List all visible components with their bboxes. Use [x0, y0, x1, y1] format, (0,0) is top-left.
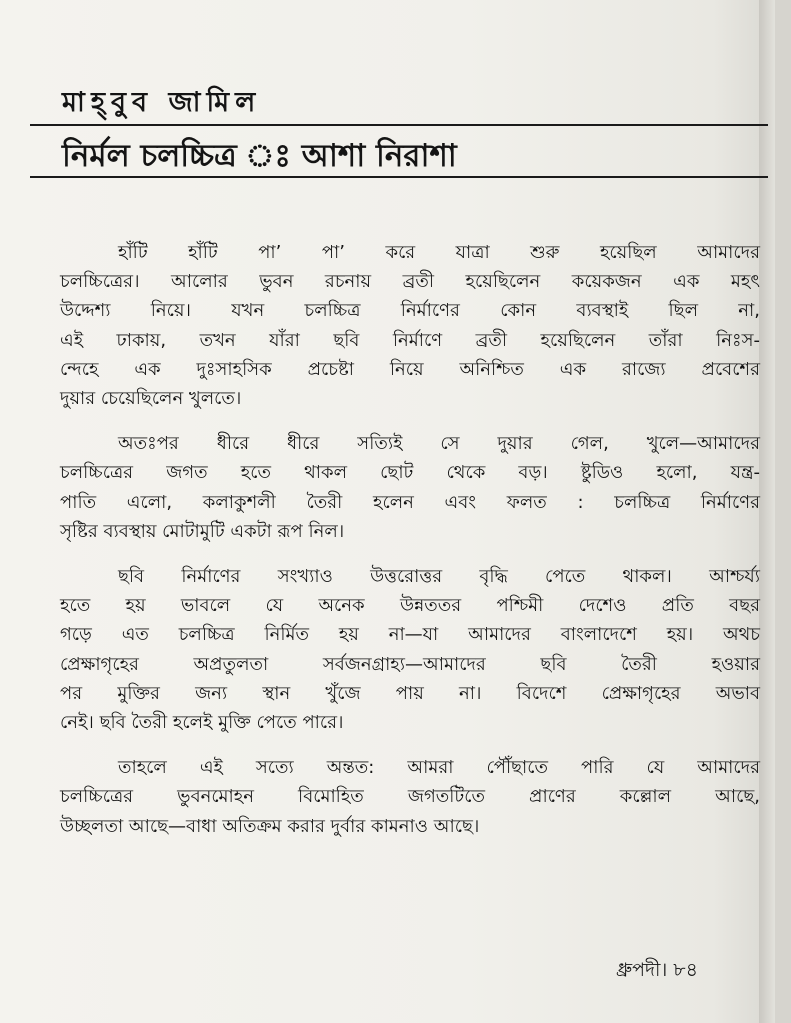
header-rule-bottom — [30, 176, 768, 178]
paragraph — [60, 238, 760, 413]
text-line: অতঃপর ধীরে ধীরে সত্যিই সে দুয়ার গেল, খুলে—আমাদের — [118, 433, 760, 455]
text-line: প্রেক্ষাগৃহের অপ্রতুলতা সর্বজনগ্রাহ্য—আমাদের ছবি তৈরী হওয়ার — [60, 653, 760, 675]
text-line: ন্দেহে এক দুঃসাহসিক প্রচেষ্টা নিয়ে অনিশ্চিত এক রাজ্যে প্রবেশের — [60, 358, 760, 380]
text-line: হাঁটি হাঁটি পা’ পা’ করে যাত্রা শুরু হয়েছিল আমাদের — [118, 242, 760, 263]
author-name: মাহ্‌বুব জামিল — [62, 87, 262, 118]
text-line: তাহলে এই সত্যে অন্তত: আমরা পৌঁছাতে পারি যে আমাদের — [118, 757, 760, 779]
article-title: নির্মল চলচ্চিত্র ঃ আশা নিরাশা — [62, 138, 457, 174]
text-line: চলচ্চিত্রের ভুবনমোহন বিমোহিত জগতটিতে প্রাণের কল্লোল আছে, — [60, 786, 760, 808]
text-line: চলচ্চিত্রের। আলোর ভুবন রচনায় ব্রতী হয়েছিলেন কয়েকজন এক মহৎ — [60, 271, 760, 293]
text-line: উদ্দেশ্য নিয়ে। যখন চলচ্চিত্র নির্মাণের কোন ব্যবস্থাই ছিল না, — [60, 300, 760, 322]
text-line: ছবি নির্মাণের সংখ্যাও উত্তরোত্তর বৃদ্ধি পেতে থাকল। আশ্চর্য্য — [118, 566, 760, 588]
paragraph — [60, 753, 760, 841]
text-line: হতে হয় ভাবলে যে অনেক উন্নততর পশ্চিমী দেশেও প্রতি বছর — [60, 595, 760, 617]
text-line: উচ্ছলতা আছে—বাধা অতিক্রম করার দুর্বার কামনাও আছে। — [60, 815, 480, 837]
text-line: পাতি এলো, কলাকুশলী তৈরী হলেন এবং ফলত : চলচ্চিত্র নির্মাণের — [60, 491, 760, 513]
text-line: দুয়ার চেয়েছিলেন খুলতে। — [60, 388, 242, 410]
page-edge-shadow — [759, 0, 775, 1023]
text-line: এই ঢাকায়, তখন যাঁরা ছবি নির্মাণে ব্রতী হয়েছিলেন তাঁরা নিঃস- — [60, 329, 760, 351]
header-rule-top — [30, 124, 768, 126]
text-line: গড়ে এত চলচ্চিত্র নির্মিত হয় না—যা আমাদের বাংলাদেশে হয়। অথচ — [60, 624, 760, 646]
paragraph — [60, 429, 760, 546]
paragraph — [60, 562, 760, 737]
text-line: নেই। ছবি তৈরী হলেই মুক্তি পেতে পারে। — [60, 712, 344, 734]
text-line: চলচ্চিত্রের জগত হতে থাকল ছোট থেকে বড়। ষ্টুডিও হলো, যন্ত্র- — [60, 462, 760, 484]
page-footer: ধ্রুপদী। ৮৪ — [616, 959, 698, 981]
article-body — [60, 238, 760, 857]
text-line: সৃষ্টির ব্যবস্থায় মোটামুটি একটা রূপ নিল। — [60, 520, 345, 542]
text-line: পর মুক্তির জন্য স্থান খুঁজে পায় না। বিদেশে প্রেক্ষাগৃহের অভাব — [60, 682, 760, 704]
